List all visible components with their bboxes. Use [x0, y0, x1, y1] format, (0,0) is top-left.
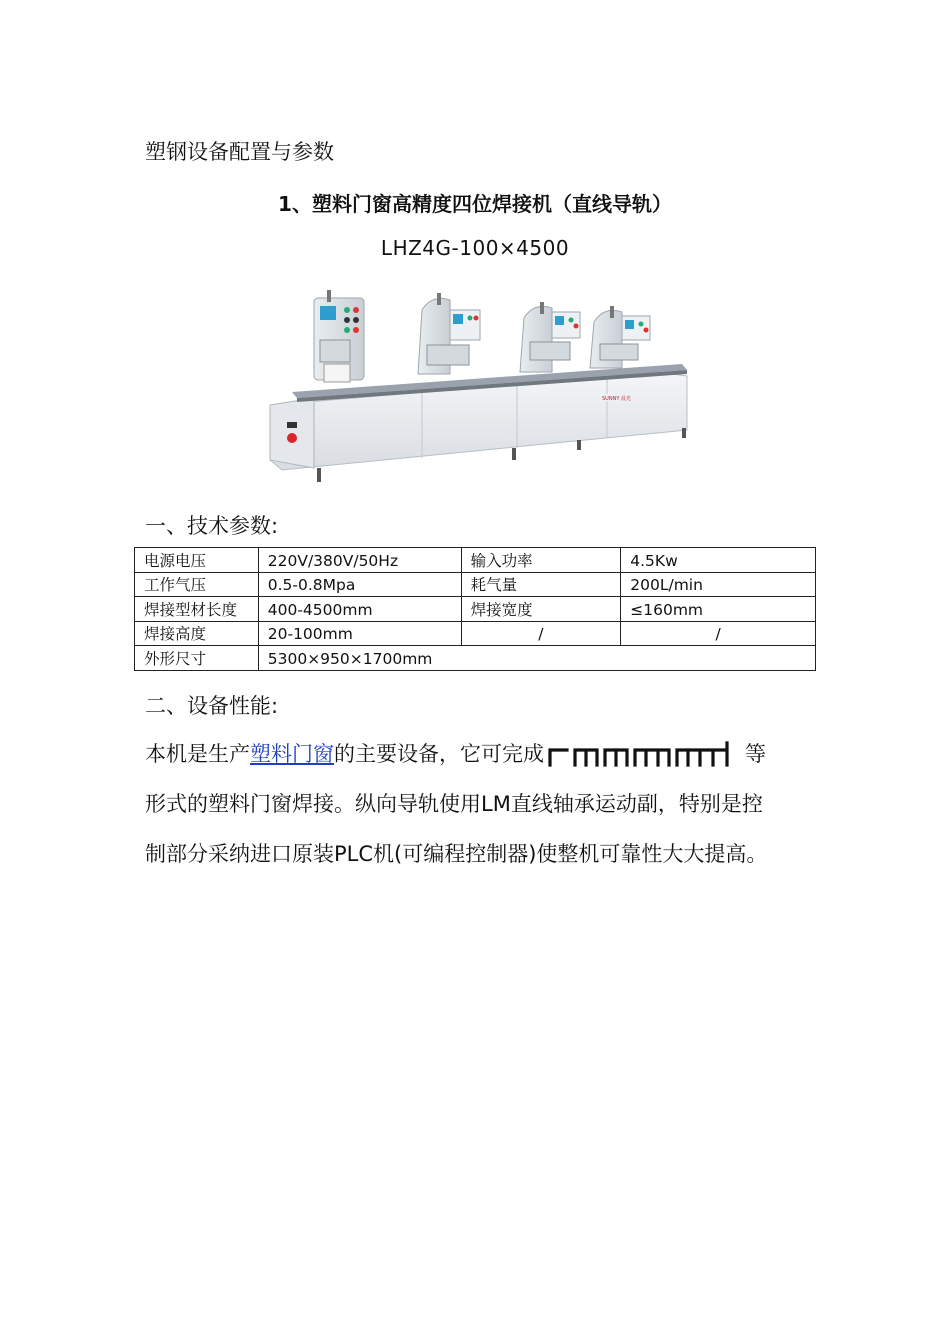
table-row	[135, 621, 816, 646]
weld-shape-icons	[547, 741, 743, 767]
spec-label: 焊接高度	[135, 621, 259, 646]
model-number: LHZ4G-100×4500	[380, 236, 570, 260]
spec-value: 4.5Kw	[621, 548, 816, 573]
performance-paragraph-line: 制部分采纳进口原装PLC机(可编程控制器)使整机可靠性大大提高。	[145, 842, 768, 866]
section-performance: 二、设备性能:	[145, 694, 279, 718]
section-technical-params: 一、技术参数:	[145, 514, 279, 538]
paragraph-text: 的主要设备，它可完成	[334, 742, 544, 766]
spec-label: 电源电压	[135, 548, 259, 573]
performance-paragraph-line	[145, 738, 766, 768]
spec-label: 焊接宽度	[461, 597, 621, 622]
spec-value: ≤160mm	[621, 597, 816, 622]
document-heading: 塑钢设备配置与参数	[145, 140, 334, 164]
paragraph-text: 本机是生产	[145, 742, 250, 766]
plastic-window-link[interactable]: 塑料门窗	[250, 742, 334, 766]
machine-brand-label: SUNNY 晨光	[602, 396, 631, 402]
spec-value: 400-4500mm	[258, 597, 461, 622]
table-row	[135, 646, 816, 671]
spec-value: 220V/380V/50Hz	[258, 548, 461, 573]
spec-label: 外形尺寸	[135, 646, 259, 671]
product-title: 1、塑料门窗高精度四位焊接机（直线导轨）	[278, 192, 672, 216]
performance-paragraph-line: 形式的塑料门窗焊接。纵向导轨使用LM直线轴承运动副，特别是控	[145, 792, 763, 816]
spec-table	[134, 547, 816, 671]
table-row	[135, 548, 816, 573]
spec-value: 0.5-0.8Mpa	[258, 572, 461, 597]
spec-label: /	[461, 621, 621, 646]
spec-value: 20-100mm	[258, 621, 461, 646]
table-row	[135, 572, 816, 597]
spec-label: 输入功率	[461, 548, 621, 573]
paragraph-text: 等	[745, 742, 766, 766]
spec-label: 工作气压	[135, 572, 259, 597]
spec-label: 焊接型材长度	[135, 597, 259, 622]
spec-value: 5300×950×1700mm	[258, 646, 815, 671]
spec-value: /	[621, 621, 816, 646]
spec-value: 200L/min	[621, 572, 816, 597]
welding-machine-image	[262, 290, 692, 490]
table-row	[135, 597, 816, 622]
spec-label: 耗气量	[461, 572, 621, 597]
